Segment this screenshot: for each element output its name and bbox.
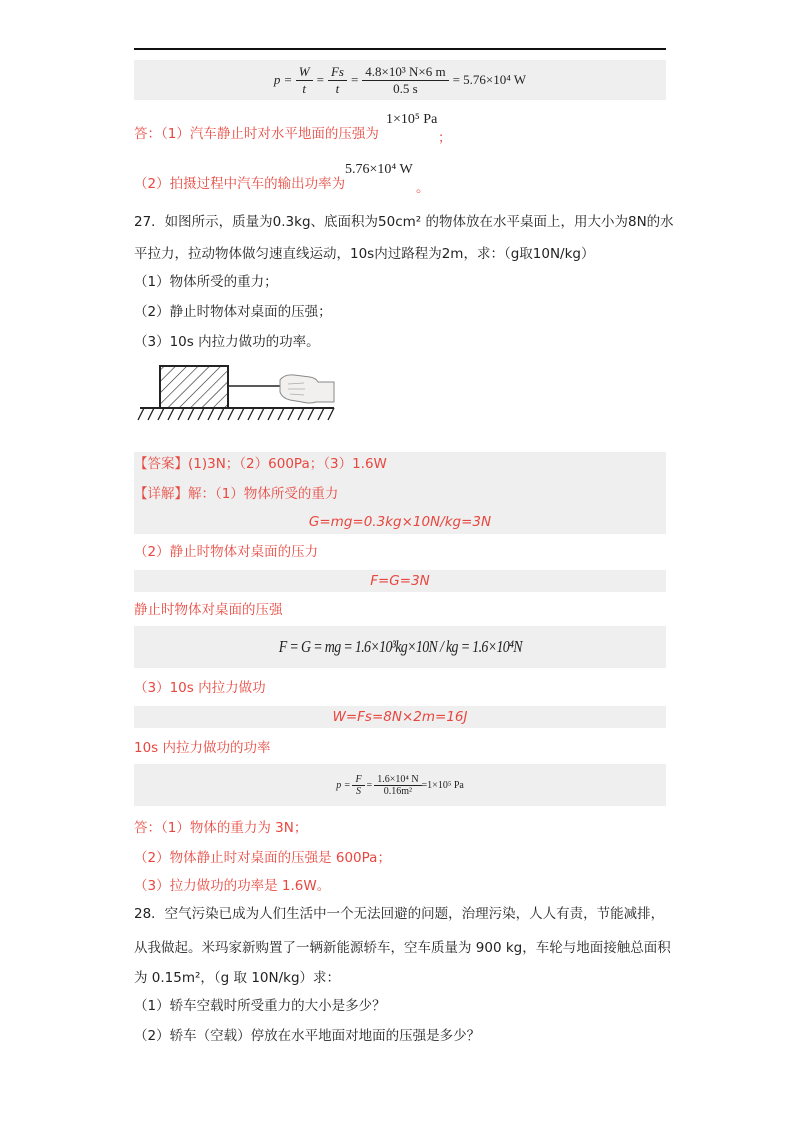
answer-26-line2: （2）拍摄过程中汽车的输出功率为 xyxy=(134,176,346,192)
answer-line: 【答案】(1)3N；（2）600Pa；（3）1.6W xyxy=(134,456,387,472)
q28-sub2: （2）轿车（空载）停放在水平地面对地面的压强是多少？ xyxy=(134,1028,481,1044)
answer-26-value1: 1×10⁵ Pa xyxy=(386,112,438,127)
eq-work: W=Fs=8N×2m=16J xyxy=(134,706,666,728)
q27-sub3: （3）10s 内拉力做功的功率。 xyxy=(134,334,320,350)
eq-pressure-wrong-block xyxy=(134,626,666,668)
fraction-fs-t: $\frac{Fs}{t}$ xyxy=(328,64,347,97)
header-rule xyxy=(134,48,666,50)
answer-26-line1: 答：（1）汽车静止时对水平地面的压强为 xyxy=(134,126,379,142)
power-formula-block: p = $\frac{W}{t}$ = $\frac{Fs}{t}$ = $\frac{\text{4.8×10³ N×6 m}}{0.5 s}$ = 5.76×10⁴ W xyxy=(134,60,666,100)
formula-lhs: p xyxy=(273,72,281,87)
answer-26-end1: ； xyxy=(438,130,452,146)
final-answer-3: （3）拉力做功的功率是 1.6W。 xyxy=(134,878,331,894)
q28-line3: 为 0.15m²，（g 取 10N/kg）求： xyxy=(134,970,341,986)
detail-line: 【详解】解：（1）物体所受的重力 xyxy=(134,486,339,502)
final-answer-1: 答：（1）物体的重力为 3N； xyxy=(134,820,308,836)
q28-sub1: （1）轿车空载时所受重力的大小是多少？ xyxy=(134,998,386,1014)
fraction-values: $\frac{\text{4.8×10³ N×6 m}}{0.5 s}$ xyxy=(362,64,448,97)
fraction-power-values: $\frac{\text{1.6×10⁴ N}}{\text{0.16m²}}$ xyxy=(374,774,421,797)
step3-label: （3）10s 内拉力做功 xyxy=(134,680,266,696)
eq-gravity: G=mg=0.3kg×10N/kg=3N xyxy=(308,514,492,530)
formula-result: = 5.76×10⁴ W xyxy=(452,72,527,87)
final-answer-2: （2）物体静止时对桌面的压强是 600Pa； xyxy=(134,850,391,866)
answer-26-value2: 5.76×10⁴ W xyxy=(345,162,413,177)
hand-icon xyxy=(280,375,334,403)
eq-pressure-wrong: F = G = mg = 1.6×10³kg×10N / kg = 1.6×10⁴N xyxy=(278,637,522,656)
step3b-label: 10s 内拉力做功的功率 xyxy=(134,740,271,756)
hatched-block xyxy=(160,366,228,408)
q27-sub2: （2）静止时物体对桌面的压强； xyxy=(134,304,332,320)
q28-line1: 28．空气污染已成为人们生活中一个无法回避的问题，治理污染，人人有责，节能减排， xyxy=(134,906,665,922)
q27-line1: 27．如图所示，质量为0.3kg、底面积为50cm² 的物体放在水平桌面上，用大小为8N的水 xyxy=(134,214,674,230)
fraction-f-s: $\frac{F}{S}$ xyxy=(352,774,364,797)
step2-label: （2）静止时物体对桌面的压力 xyxy=(134,544,319,560)
table-hatching xyxy=(138,408,334,420)
answer-26-end2: 。 xyxy=(416,180,430,196)
eq-power-block: p = $\frac{F}{S}$ = $\frac{\text{1.6×10⁴ N}}{\text{0.16m²}}$ =1×10⁵ Pa xyxy=(134,764,666,806)
q27-sub1: （1）物体所受的重力； xyxy=(134,274,278,290)
q27-line2: 平拉力，拉动物体做匀速直线运动，10s内过路程为2m，求：（g取10N/kg） xyxy=(134,246,595,262)
eq-force: F=G=3N xyxy=(134,570,666,592)
step2b-label: 静止时物体对桌面的压强 xyxy=(134,602,283,618)
fraction-w-t: $\frac{W}{t}$ xyxy=(296,64,313,97)
q28-line2: 从我做起。米玛家新购置了一辆新能源轿车，空车质量为 900 kg，车轮与地面接触总面积 xyxy=(134,940,671,956)
block-pulled-by-hand-diagram xyxy=(134,362,344,426)
